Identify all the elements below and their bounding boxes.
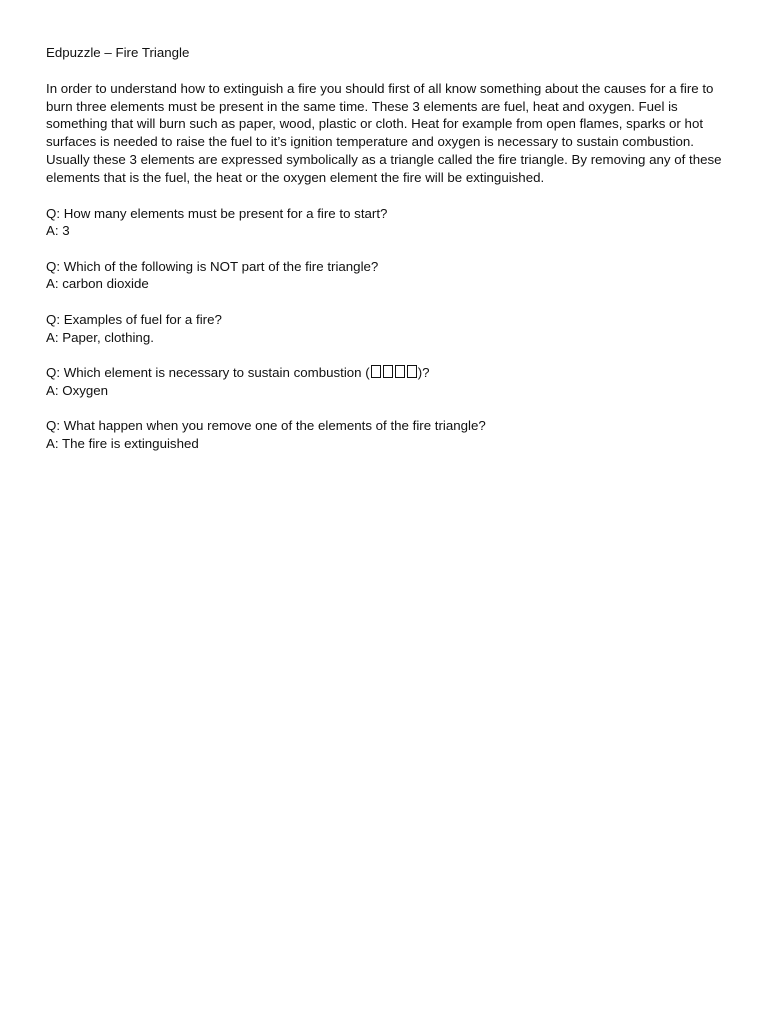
missing-glyph-boxes xyxy=(370,364,418,382)
document-page xyxy=(46,44,726,470)
qa-item-1 xyxy=(46,205,726,241)
qa-item-3 xyxy=(46,311,726,347)
question-1: Q: How many elements must be present for a fire to start? xyxy=(46,205,388,221)
question-5: Q: What happen when you remove one of the elements of the fire triangle? xyxy=(46,417,486,433)
answer-4: A: Oxygen xyxy=(46,382,109,398)
question-4-prefix: Q: Which element is necessary to sustain combustion ( xyxy=(46,364,370,380)
answer-5: A: The fire is extinguished xyxy=(46,435,199,451)
intro-paragraph: In order to understand how to extinguish a fire you should first of all know something about the causes for a fire to burn three elements must be present in the same time. These 3 elements are fuel, heat and oxygen. Fuel is something that will burn such as paper, wood, plastic or cloth. Heat for example from open flames, sparks or hot surfaces is needed to raise the fuel to it’s ignition temperature and oxygen is necessary to sustain combustion. Usually these 3 elements are expressed symbolically as a triangle called the fire triangle. By removing any of these elements that is the fuel, the heat or the oxygen element the fire will be extinguished. xyxy=(46,80,722,185)
question-4-suffix: )? xyxy=(417,364,430,380)
qa-item-5 xyxy=(46,417,726,453)
missing-glyph-box xyxy=(371,365,381,378)
missing-glyph-box xyxy=(407,365,417,378)
question-3: Q: Examples of fuel for a fire? xyxy=(46,311,222,327)
answer-3: A: Paper, clothing. xyxy=(46,329,154,345)
question-4 xyxy=(46,364,726,382)
missing-glyph-box xyxy=(383,365,393,378)
missing-glyph-box xyxy=(395,365,405,378)
answer-1: A: 3 xyxy=(46,223,70,239)
qa-item-2 xyxy=(46,258,726,294)
document-title: Edpuzzle – Fire Triangle xyxy=(46,45,190,60)
qa-item-4 xyxy=(46,364,726,400)
answer-2: A: carbon dioxide xyxy=(46,276,149,292)
question-2: Q: Which of the following is NOT part of the fire triangle? xyxy=(46,258,379,274)
